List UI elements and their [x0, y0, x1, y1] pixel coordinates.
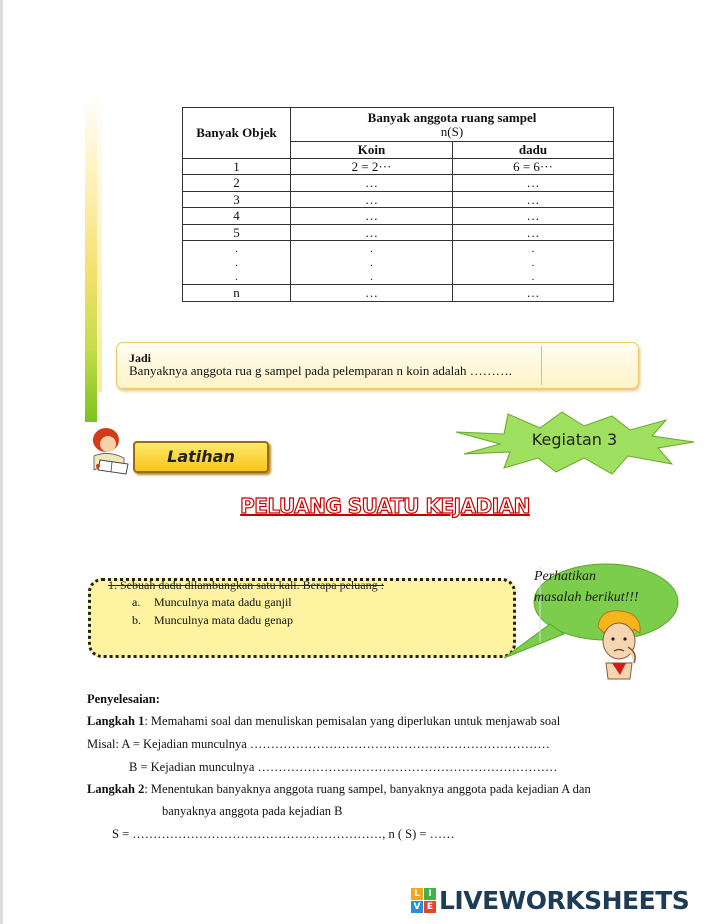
thinking-boy-icon: [590, 607, 646, 683]
subheader-dadu: dadu: [453, 142, 614, 159]
conclusion-title: Jadi: [129, 351, 152, 365]
table-row: [183, 285, 614, 302]
table-row: [183, 159, 614, 175]
option-letter: a.: [132, 595, 141, 609]
cell-obj: n: [183, 285, 291, 302]
cell-koin[interactable]: …: [291, 285, 453, 302]
misal-a-line[interactable]: Misal: A = Kejadian munculnya ………………………………………………………………: [87, 737, 550, 751]
cell-dadu-dots: . . .: [453, 241, 614, 285]
page-left-border: [0, 0, 3, 924]
header-ruang-sampel-line1: Banyak anggota ruang sampel: [367, 109, 537, 125]
cell-obj: 4: [183, 208, 291, 225]
step2-label: Langkah 2: [87, 782, 145, 796]
latihan-button[interactable]: Latihan: [133, 441, 269, 473]
cell-koin[interactable]: …: [291, 175, 453, 192]
bubble-text: [534, 566, 639, 608]
cell-dadu[interactable]: …: [453, 208, 614, 225]
sample-space-line[interactable]: S = ……………………………………………………, n ( S) = ……: [112, 827, 455, 841]
decorative-side-gradient: [85, 92, 97, 422]
step2-line: [87, 782, 591, 797]
problem-option: [132, 595, 292, 610]
logo-mark-icon: L I V E: [411, 888, 436, 913]
cell-dadu[interactable]: …: [453, 285, 614, 302]
cell-koin-dots: . . .: [291, 241, 453, 285]
solution-heading: Penyelesaian:: [87, 692, 160, 706]
cell-koin[interactable]: …: [291, 225, 453, 241]
table-row: [183, 225, 614, 241]
cell-dadu[interactable]: …: [453, 225, 614, 241]
cell-obj-dots: . . .: [183, 241, 291, 285]
cell-obj: 2: [183, 175, 291, 192]
step1-text: : Memahami soal dan menuliskan pemisalan yang diperlukan untuk menjawab soal: [144, 714, 561, 728]
conclusion-box: [116, 342, 639, 389]
option-letter: b.: [132, 613, 141, 627]
cell-dadu[interactable]: …: [453, 192, 614, 208]
liveworksheets-logo: [411, 884, 689, 916]
bubble-line2: masalah berikut!!!: [534, 590, 639, 605]
cell-dadu[interactable]: …: [453, 175, 614, 192]
cell-obj: 3: [183, 192, 291, 208]
cell-koin[interactable]: …: [291, 192, 453, 208]
step2-continuation: banyaknya anggota pada kejadian B: [162, 804, 343, 818]
section-title: PELUANG SUATU KEJADIAN: [240, 494, 530, 518]
step1-line: [87, 714, 560, 729]
table-row: [183, 175, 614, 192]
problem-option: [132, 613, 293, 628]
header-ruang-sampel-line2: n(S): [440, 123, 464, 139]
misal-b-line[interactable]: B = Kejadian munculnya ………………………………………………………………: [129, 760, 558, 774]
step2-text: : Menentukan banyaknya anggota ruang sampel, banyaknya anggota pada kejadian A dan: [144, 782, 591, 796]
table-row: [183, 208, 614, 225]
cell-koin[interactable]: 2 = 2···: [291, 159, 453, 175]
option-text: Munculnya mata dadu genap: [154, 613, 293, 627]
table-row-dots: [183, 241, 614, 285]
logo-text: LIVEWORKSHEETS: [439, 885, 690, 915]
kegiatan-label: Kegiatan 3: [531, 430, 618, 449]
subheader-koin: Koin: [291, 142, 453, 159]
cell-obj: 5: [183, 225, 291, 241]
cell-koin[interactable]: …: [291, 208, 453, 225]
problem-statement: 1. Sebuah dadu dilambungkan satu kali. Berapa peluang :: [108, 578, 384, 592]
header-ruang-sampel: [291, 108, 614, 142]
bubble-line1: Perhatikan: [534, 569, 596, 584]
header-banyak-objek: Banyak Objek: [183, 108, 291, 159]
conclusion-divider: [541, 346, 542, 385]
reading-boy-icon: [90, 426, 134, 478]
conclusion-text[interactable]: Banyaknya anggota rua g sampel pada pelemparan n koin adalah ……….: [129, 363, 513, 378]
sample-space-table: [182, 107, 614, 302]
cell-obj: 1: [183, 159, 291, 175]
table-row: [183, 192, 614, 208]
option-text: Munculnya mata dadu ganjil: [154, 595, 292, 609]
cell-dadu[interactable]: 6 = 6···: [453, 159, 614, 175]
decorative-side-gradient-inner: [97, 92, 102, 392]
step1-label: Langkah 1: [87, 714, 145, 728]
